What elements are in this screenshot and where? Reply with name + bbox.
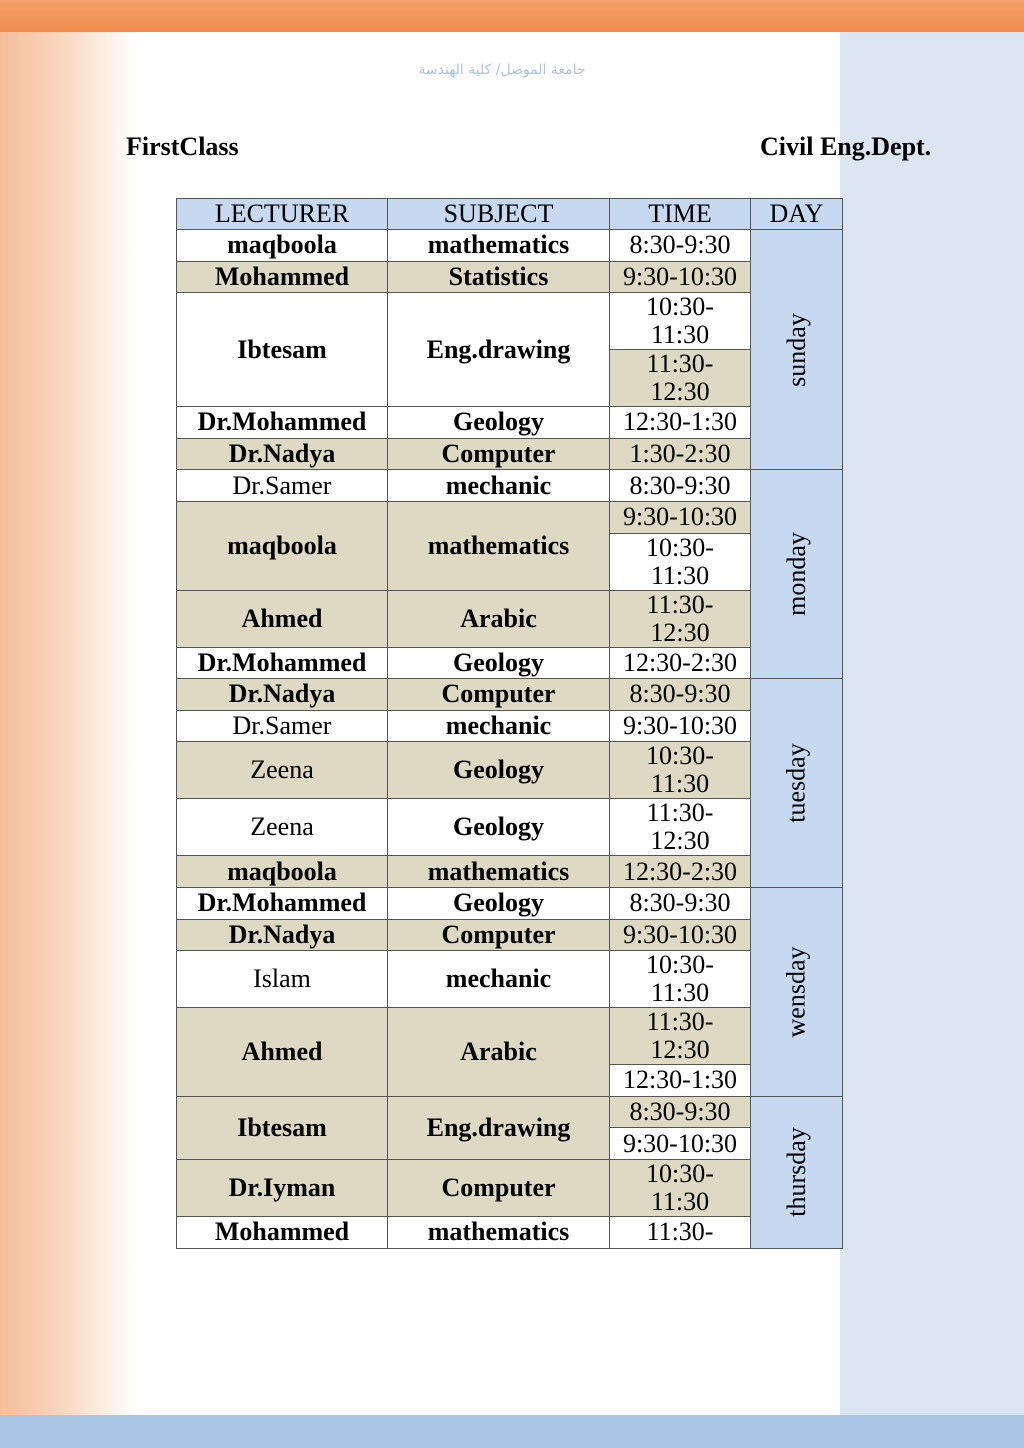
subject-cell: Geology xyxy=(388,799,610,856)
time-cell xyxy=(610,1159,751,1216)
time-text: 10:30-11:30 xyxy=(646,292,714,350)
time-cell xyxy=(610,1008,751,1065)
time-text: 12:30-2:30 xyxy=(622,647,738,677)
subject-cell: mathematics xyxy=(388,230,610,262)
time-text: 11:30-12:30 xyxy=(646,590,714,647)
table-row xyxy=(177,679,843,711)
lecturer-cell: Ibtesam xyxy=(177,293,388,407)
subject-cell: Computer xyxy=(388,919,610,951)
lecturer-cell: Dr.Mohammed xyxy=(177,407,388,439)
time-text: 9:30-10:30 xyxy=(622,711,738,741)
table-row xyxy=(177,230,843,262)
time-cell xyxy=(610,407,751,439)
column-header-day: DAY xyxy=(751,199,843,230)
time-cell xyxy=(610,230,751,262)
bottom-decorative-bar xyxy=(0,1415,1024,1448)
subject-cell: Computer xyxy=(388,679,610,711)
day-cell-tuesday xyxy=(751,679,843,888)
table-row xyxy=(177,1216,843,1248)
column-header-lecturer: LECTURER xyxy=(177,199,388,230)
subject-cell: Computer xyxy=(388,438,610,470)
table-row xyxy=(177,438,843,470)
time-cell xyxy=(610,710,751,742)
time-cell xyxy=(610,887,751,919)
subject-cell: Eng.drawing xyxy=(388,293,610,407)
column-header-time: TIME xyxy=(610,199,751,230)
time-text: 8:30-9:30 xyxy=(629,470,731,500)
class-title: FirstClass xyxy=(126,132,239,161)
table-header-row xyxy=(177,199,843,230)
time-cell xyxy=(610,533,751,590)
time-text: 10:30-11:30 xyxy=(646,1159,714,1216)
time-cell xyxy=(610,1096,751,1128)
lecturer-cell: Ibtesam xyxy=(177,1096,388,1159)
lecturer-cell: Dr.Mohammed xyxy=(177,647,388,679)
time-cell xyxy=(610,350,751,407)
time-cell xyxy=(610,438,751,470)
university-watermark: جامعة الموصل/ كلية الهندسة xyxy=(418,62,586,78)
time-text: 12:30-2:30 xyxy=(622,856,738,886)
time-text: 9:30-10:30 xyxy=(622,919,738,949)
day-cell-thursday xyxy=(751,1096,843,1248)
time-cell xyxy=(610,1065,751,1097)
day-label: thursday xyxy=(781,1127,811,1217)
lecturer-cell: Dr.Nadya xyxy=(177,919,388,951)
time-cell xyxy=(610,742,751,799)
time-cell xyxy=(610,293,751,350)
lecturer-cell: Dr.Samer xyxy=(177,710,388,742)
time-text: 10:30-11:30 xyxy=(646,741,714,799)
lecturer-cell: maqboola xyxy=(177,856,388,888)
time-text: 8:30-9:30 xyxy=(629,1097,731,1127)
table-row xyxy=(177,501,843,533)
day-cell-wensday xyxy=(751,887,843,1096)
time-text: 10:30-11:30 xyxy=(646,950,714,1008)
lecturer-cell: Mohammed xyxy=(177,1216,388,1248)
day-cell-sunday xyxy=(751,230,843,470)
subject-cell: Geology xyxy=(388,407,610,439)
table-row xyxy=(177,887,843,919)
lecturer-cell: Dr.Mohammed xyxy=(177,887,388,919)
table-row xyxy=(177,856,843,888)
table-row xyxy=(177,470,843,502)
time-cell xyxy=(610,261,751,293)
time-text: 10:30-11:30 xyxy=(646,533,714,590)
lecturer-cell: Zeena xyxy=(177,742,388,799)
time-text: 8:30-9:30 xyxy=(629,230,731,260)
subject-cell: mathematics xyxy=(388,501,610,590)
subject-cell: mechanic xyxy=(388,470,610,502)
right-decorative-band xyxy=(840,32,1024,1415)
time-cell xyxy=(610,590,751,647)
subject-cell: Arabic xyxy=(388,590,610,647)
time-text: 11:30-12:30 xyxy=(646,349,714,407)
schedule-body xyxy=(177,230,843,1249)
table-row xyxy=(177,407,843,439)
time-text: 1:30-2:30 xyxy=(629,439,731,469)
lecturer-cell: maqboola xyxy=(177,230,388,262)
table-row xyxy=(177,710,843,742)
time-text: 11:30-12:30 xyxy=(646,798,714,856)
subject-cell: Geology xyxy=(388,887,610,919)
day-label: tuesday xyxy=(781,743,811,823)
time-cell xyxy=(610,501,751,533)
day-label: sunday xyxy=(781,312,811,387)
table-row xyxy=(177,919,843,951)
lecturer-cell: Zeena xyxy=(177,799,388,856)
time-cell xyxy=(610,856,751,888)
department-title: Civil Eng.Dept. xyxy=(760,132,932,161)
left-decorative-band xyxy=(0,32,135,1415)
time-cell xyxy=(610,647,751,679)
subject-cell: Geology xyxy=(388,742,610,799)
time-text: 9:30-10:30 xyxy=(622,502,738,532)
time-text: 12:30-1:30 xyxy=(622,1065,738,1095)
day-label: wensday xyxy=(781,946,811,1038)
time-text: 8:30-9:30 xyxy=(629,888,731,918)
time-text: 11:30- xyxy=(646,1217,714,1247)
time-cell xyxy=(610,470,751,502)
time-text: 11:30-12:30 xyxy=(646,1007,714,1065)
time-cell xyxy=(610,679,751,711)
time-cell xyxy=(610,951,751,1008)
lecturer-cell: maqboola xyxy=(177,501,388,590)
day-cell-monday xyxy=(751,470,843,679)
subject-cell: Statistics xyxy=(388,261,610,293)
subject-cell: mechanic xyxy=(388,951,610,1008)
time-cell xyxy=(610,1128,751,1160)
subject-cell: mathematics xyxy=(388,856,610,888)
column-header-subject: SUBJECT xyxy=(388,199,610,230)
subject-cell: Geology xyxy=(388,647,610,679)
lecturer-cell: Mohammed xyxy=(177,261,388,293)
lecturer-cell: Islam xyxy=(177,951,388,1008)
subject-cell: mathematics xyxy=(388,1216,610,1248)
day-label: monday xyxy=(781,532,811,617)
lecturer-cell: Ahmed xyxy=(177,590,388,647)
lecturer-cell: Dr.Samer xyxy=(177,470,388,502)
time-cell xyxy=(610,919,751,951)
top-decorative-bar xyxy=(0,0,1024,32)
lecturer-cell: Dr.Iyman xyxy=(177,1159,388,1216)
subject-cell: Arabic xyxy=(388,1008,610,1097)
lecturer-cell: Dr.Nadya xyxy=(177,438,388,470)
time-cell xyxy=(610,799,751,856)
subject-cell: Eng.drawing xyxy=(388,1096,610,1159)
time-cell xyxy=(610,1216,751,1248)
time-text: 8:30-9:30 xyxy=(629,679,731,709)
time-text: 9:30-10:30 xyxy=(622,261,738,291)
table-row xyxy=(177,647,843,679)
schedule-table xyxy=(176,198,843,1249)
time-text: 9:30-10:30 xyxy=(622,1128,738,1158)
subject-cell: Computer xyxy=(388,1159,610,1216)
table-row xyxy=(177,1096,843,1128)
subject-cell: mechanic xyxy=(388,710,610,742)
table-row xyxy=(177,261,843,293)
lecturer-cell: Dr.Nadya xyxy=(177,679,388,711)
time-text: 12:30-1:30 xyxy=(622,407,738,437)
lecturer-cell: Ahmed xyxy=(177,1008,388,1097)
